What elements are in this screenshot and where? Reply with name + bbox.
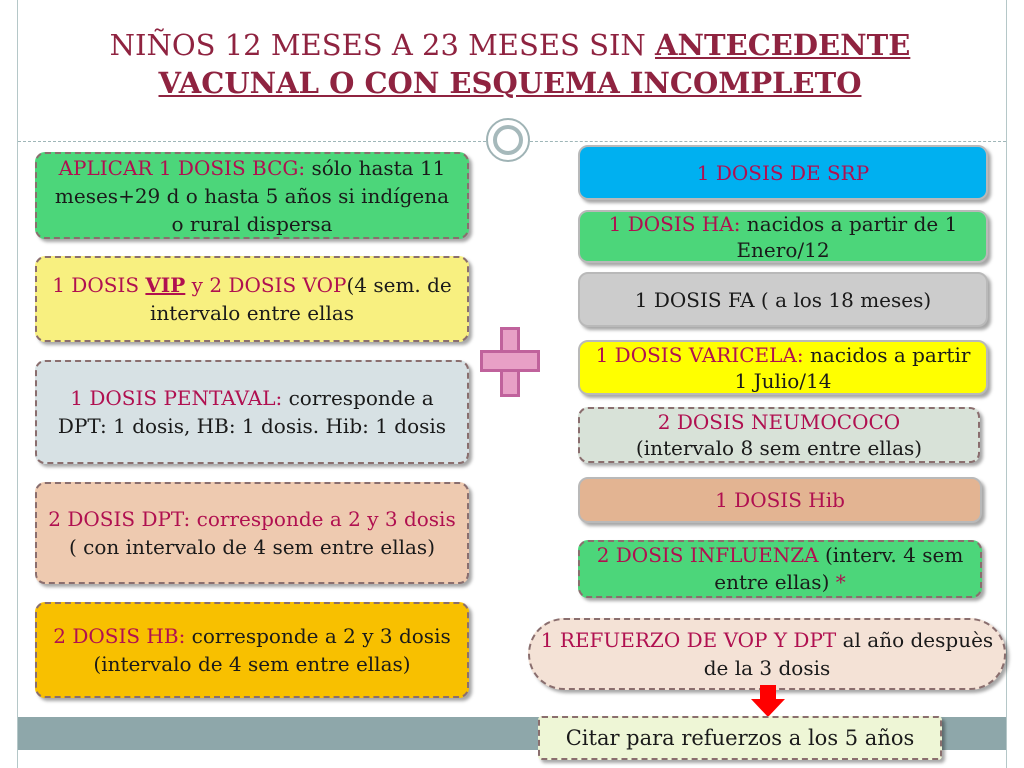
page-title [40, 26, 980, 102]
down-arrow-icon [751, 685, 785, 717]
box-citar [538, 716, 942, 760]
title-highlight2: VACUNAL O CON ESQUEMA INCOMPLETO [158, 66, 862, 100]
vip-highlight: VIP [145, 273, 186, 297]
box-hb [35, 602, 469, 698]
box-varicela [578, 340, 988, 395]
title-part1: NIÑOS 12 MESES A 23 MESES SIN [109, 28, 656, 62]
header-divider-right [530, 141, 1006, 142]
vip-post: (4 sem. de intervalo entre ellas [149, 273, 452, 325]
box-refuerzo [528, 618, 1006, 690]
header-divider-left [18, 141, 486, 142]
varicela-text: nacidos a partir 1 Julio/14 [734, 342, 971, 393]
box-fa [578, 272, 988, 327]
box-influenza [578, 540, 982, 598]
hb-text: corresponde a 2 y 3 dosis (intervalo de 4 sem entre ellas) [93, 624, 451, 676]
vip-mid: y 2 DOSIS VOP [185, 273, 347, 297]
pentaval-text: corresponde a DPT: 1 dosis, HB: 1 dosis. Hib: 1 dosis [57, 386, 447, 438]
bcg-text: sólo hasta 11 meses+29 d o hasta 5 años si indígena o rural dispersa [54, 155, 450, 236]
refuerzo-text: al año despuès de la 3 dosis [703, 628, 994, 680]
box-neumococo [578, 407, 980, 463]
fa-label: 1 DOSIS FA ( a los 18 meses) [634, 287, 932, 312]
box-srp [578, 145, 988, 200]
dpt-text: ( con intervalo de 4 sem entre ellas) [69, 535, 435, 559]
bcg-label: APLICAR 1 DOSIS BCG: [58, 155, 306, 180]
hb-label: 2 DOSIS HB: [53, 624, 186, 648]
citar-label: Citar para refuerzos a los 5 años [565, 726, 915, 750]
dpt-label: 2 DOSIS DPT: [48, 507, 191, 531]
hib-label: 1 DOSIS Hib [715, 488, 845, 512]
srp-label: 1 DOSIS DE SRP [696, 160, 870, 185]
dpt-mid: corresponde a 2 y 3 dosis [190, 507, 456, 531]
box-hib [578, 477, 982, 523]
circle-ornament-inner [493, 125, 523, 155]
influenza-text: (interv. 4 sem entre ellas) [714, 543, 964, 594]
varicela-label: 1 DOSIS VARICELA: [595, 342, 804, 367]
vip-pre: 1 DOSIS [52, 273, 146, 297]
box-pentaval [35, 360, 469, 464]
ha-label: 1 DOSIS HA: [608, 211, 741, 236]
box-bcg [35, 152, 469, 239]
ha-text: nacidos a partir de 1 Enero/12 [736, 211, 958, 262]
box-dpt [35, 482, 469, 584]
neumococo-label: 2 DOSIS NEUMOCOCO [657, 410, 901, 434]
pentaval-label: 1 DOSIS PENTAVAL: [70, 386, 283, 410]
neumococo-text: (intervalo 8 sem entre ellas) [635, 436, 923, 460]
box-vip [35, 256, 469, 342]
plus-sign-center [503, 353, 517, 369]
refuerzo-label: 1 REFUERZO DE VOP Y DPT [540, 628, 837, 652]
frame-left-rule [17, 0, 18, 768]
title-highlight1: ANTECEDENTE [655, 28, 911, 62]
box-ha [578, 210, 988, 263]
influenza-label: 2 DOSIS INFLUENZA [596, 543, 819, 567]
frame-right-rule [1006, 0, 1007, 768]
influenza-star: * [835, 570, 846, 594]
